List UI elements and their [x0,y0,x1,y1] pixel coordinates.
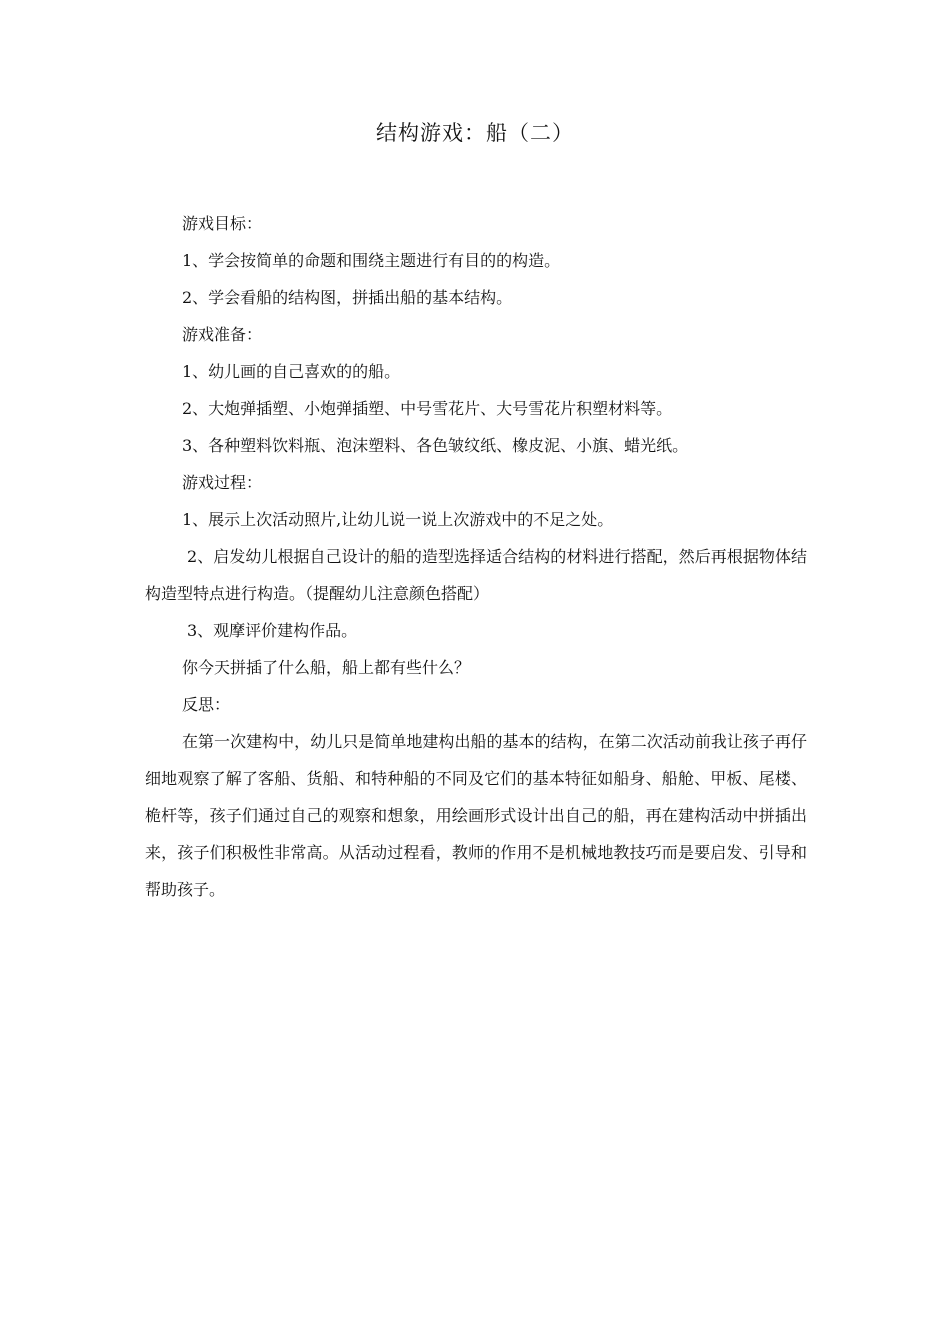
preparation-item-1: 1、幼儿画的自己喜欢的的船。 [182,362,401,381]
preparation-item-2: 2、大炮弹插塑、小炮弹插塑、中号雪花片、大号雪花片积塑材料等。 [182,399,673,418]
section-heading-process: 游戏过程： [182,473,263,492]
document-title: 结构游戏：船（二） [376,121,574,145]
section-heading-preparation: 游戏准备： [182,325,263,344]
section-heading-reflection: 反思： [182,695,231,714]
process-item-2: 2、启发幼儿根据自己设计的船的造型选择适合结构的材料进行搭配，然后再根据物体结构造型特点进行构造。（提醒幼儿注意颜色搭配） [145,547,807,603]
goal-item-2: 2、学会看船的结构图，拼插出船的基本结构。 [182,288,513,307]
reflection-paragraph: 在第一次建构中，幼儿只是简单地建构出船的基本的结构，在第二次活动前我让孩子再仔细地观察了解了客船、货船、和特种船的不同及它们的基本特征如船身、船舱、甲板、尾楼、桅杆等，孩子们通过自己的观察和想象，用绘画形式设计出自己的船，再在建构活动中拼插出来，孩子们积极性非常高。从活动过程看，教师的作用不是机械地教技巧而是要启发、引导和帮助孩子。 [145,732,807,899]
process-item-3: 3、观摩评价建构作品。 [187,621,358,640]
process-item-1: 1、展示上次活动照片,让幼儿说一说上次游戏中的不足之处。 [182,510,614,529]
goal-item-1: 1、学会按简单的命题和围绕主题进行有目的的构造。 [182,251,561,270]
section-heading-goals: 游戏目标： [182,214,263,233]
preparation-item-3: 3、各种塑料饮料瓶、泡沫塑料、各色皱纹纸、橡皮泥、小旗、蜡光纸。 [182,436,689,455]
process-question: 你今天拼插了什么船，船上都有些什么？ [182,658,471,677]
document-body [145,205,807,908]
